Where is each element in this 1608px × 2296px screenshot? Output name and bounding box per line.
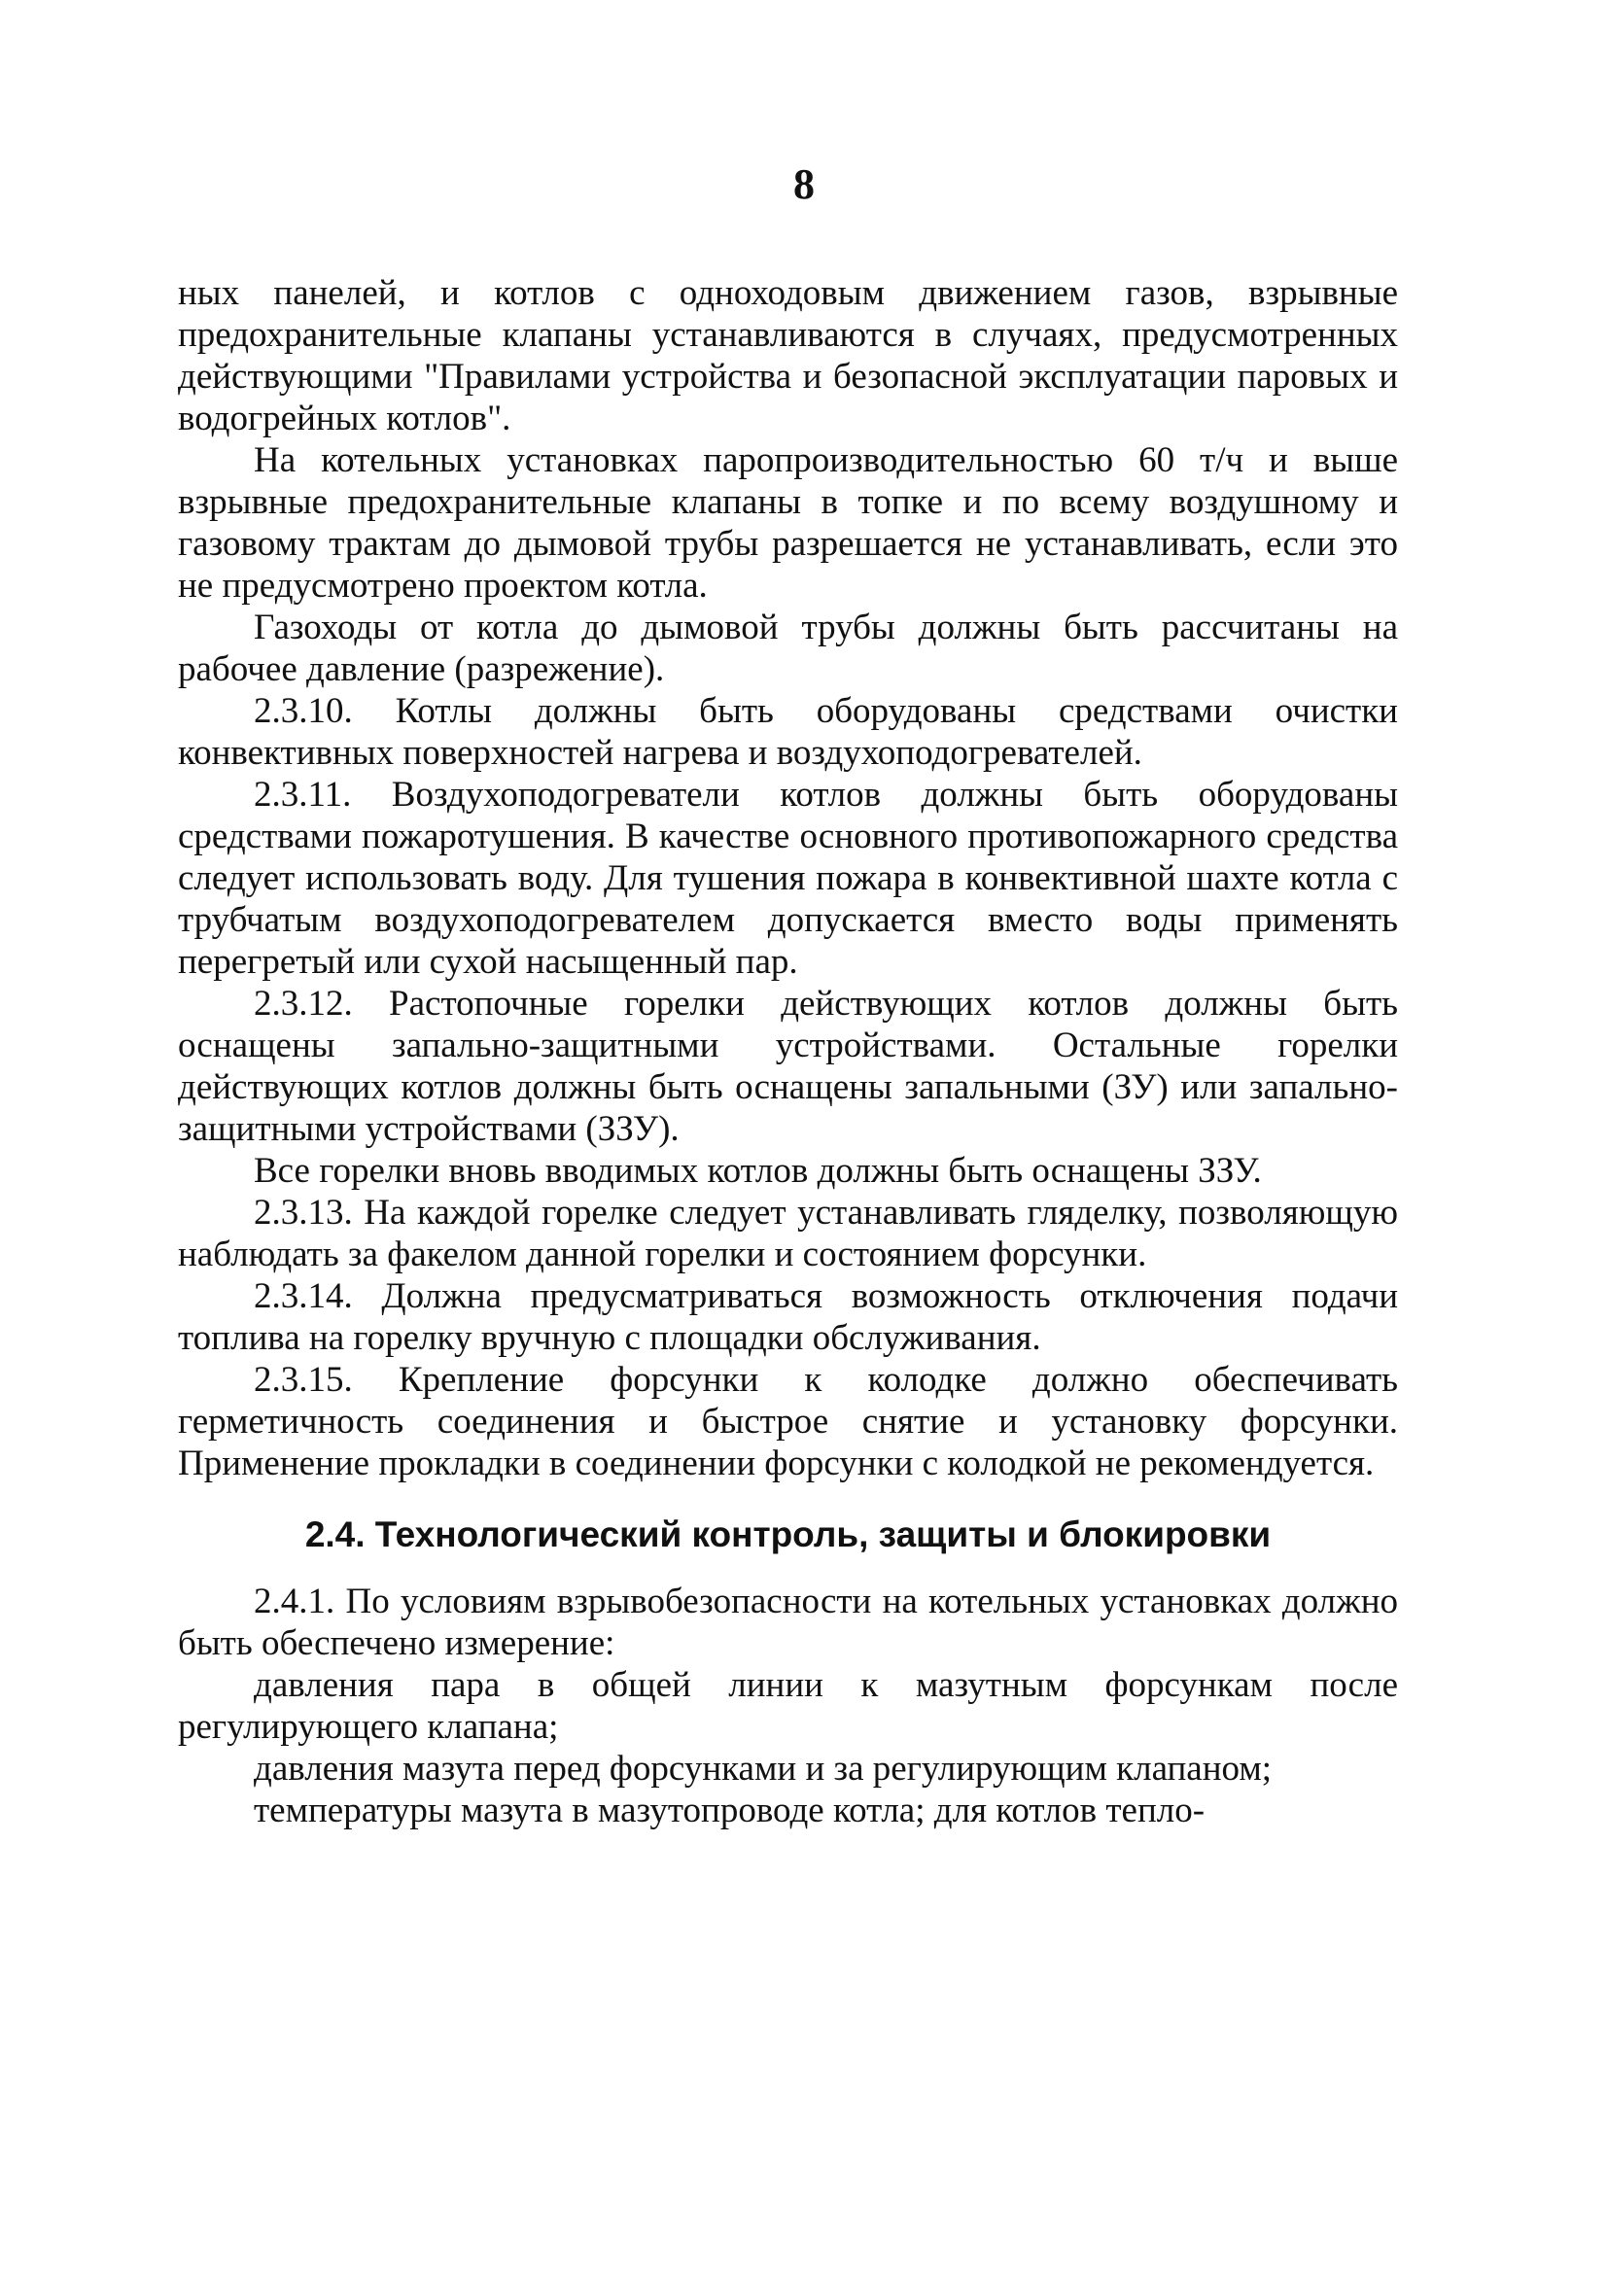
paragraph-2-3-14: 2.3.14. Должна предусматриваться возможность отключения подачи топлива на горелку вручную с площадки обслуживания. [178, 1276, 1398, 1358]
page-number: 8 [793, 160, 815, 208]
paragraph-2-3-12: 2.3.12. Растопочные горелки действующих котлов должны быть оснащены запально-защитными устройствами. Остальные горелки действующих котлов должны быть оснащены запальными (ЗУ) или запально-защитными устройствами (ЗЗУ). [178, 984, 1398, 1149]
paragraph-2-3-11: 2.3.11. Воздухоподогреватели котлов должны быть оборудованы средствами пожаротушения. В качестве основного противопожарного средства следует использовать воду. Для тушения пожара в конвективной шахте котла с трубчатым воздухоподогревателем допускается вместо воды применять перегретый или сухой насыщенный пар. [178, 775, 1398, 982]
paragraph-new-burners: Все горелки вновь вводимых котлов должны быть оснащены ЗЗУ. [254, 1151, 1262, 1191]
paragraph-continuation: ных панелей, и котлов с одноходовым движением газов, взрывные предохранительные клапаны устанавливаются в случаях, предусмотренных действующими "Правилами устройства и безопасной эксплуатации паровых и водогрейных котлов". [178, 273, 1398, 438]
paragraph-2-3-10: 2.3.10. Котлы должны быть оборудованы средствами очистки конвективных поверхностей нагрева и воздухоподогревателей. [178, 691, 1398, 773]
list-item-steam-pressure: давления пара в общей линии к мазутным форсункам после регулирующего клапана; [178, 1665, 1398, 1747]
list-item-fuel-oil-temperature: температуры мазута в мазутопроводе котла; для котлов тепло- [254, 1791, 1206, 1830]
paragraph-2-4-1: 2.4.1. По условиям взрывобезопасности на котельных установках должно быть обеспечено измерение: [178, 1582, 1398, 1663]
paragraph-2-3-13: 2.3.13. На каждой горелке следует устанавливать гляделку, позволяющую наблюдать за факелом данной горелки и состоянием форсунки. [178, 1193, 1398, 1274]
list-item-fuel-oil-pressure: давления мазута перед форсунками и за регулирующим клапаном; [254, 1749, 1273, 1789]
paragraph-2-3-15: 2.3.15. Крепление форсунки к колодке должно обеспечивать герметичность соединения и быстрое снятие и установку форсунки. Применение прокладки в соединении форсунки с колодкой не рекомендуется. [178, 1360, 1398, 1483]
paragraph-steam-capacity: На котельных установках паропроизводительностью 60 т/ч и выше взрывные предохранительные клапаны в топке и по всему воздушному и газовому трактам до дымовой трубы разрешается не устанавливать, если это не предусмотрено проектом котла. [178, 440, 1398, 606]
document-body [178, 272, 1398, 1831]
paragraph-gas-ducts: Газоходы от котла до дымовой трубы должны быть рассчитаны на рабочее давление (разрежение). [178, 608, 1398, 689]
section-heading: 2.4. Технологический контроль, защиты и блокировки [304, 1514, 1272, 1554]
